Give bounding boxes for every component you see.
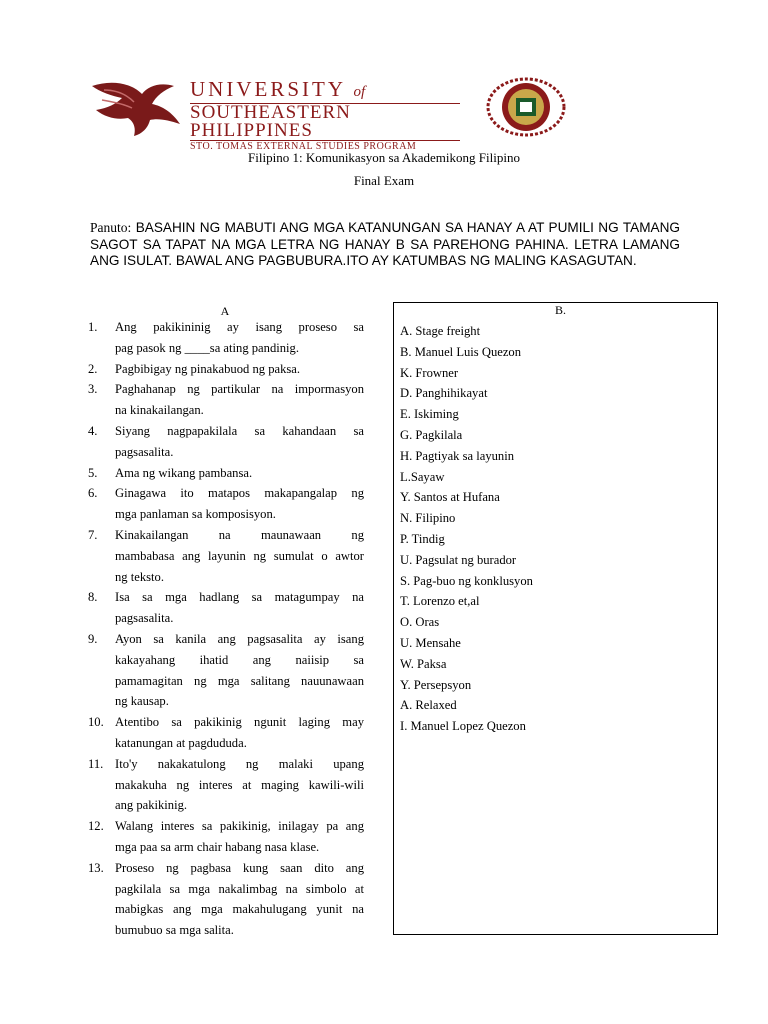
choice-item: W. Paksa bbox=[400, 656, 447, 671]
question-line: mga panlaman sa komposisyon. bbox=[115, 507, 276, 522]
question-item bbox=[88, 317, 364, 359]
question-item bbox=[88, 359, 364, 380]
question-line: ng teksto. bbox=[115, 569, 164, 584]
question-item bbox=[88, 816, 364, 858]
choice-item: L.Sayaw bbox=[400, 469, 445, 484]
choice-item: I. Manuel Lopez Quezon bbox=[400, 719, 526, 734]
question-line: Siyang nagpapakilala sa kahandaan sa bbox=[115, 423, 364, 438]
choice-item: S. Pag-buo ng konklusyon bbox=[400, 573, 533, 588]
question-line: ang pakikinig. bbox=[115, 798, 188, 813]
question-item bbox=[88, 754, 364, 816]
column-a-heading: A bbox=[220, 304, 230, 318]
logo-wordmark bbox=[190, 78, 460, 153]
column-b-heading-row bbox=[394, 303, 717, 318]
choice-item: P. Tindig bbox=[400, 531, 445, 546]
question-item bbox=[88, 483, 364, 525]
question-line: katanungan at pagdududa. bbox=[115, 735, 247, 750]
exam-title: Final Exam bbox=[353, 173, 415, 188]
question-line: Pagbibigay ng pinakabuod ng paksa. bbox=[115, 361, 301, 376]
question-item bbox=[88, 712, 364, 754]
question-line: pamamagitan ng mga salitang nauunawaan bbox=[115, 673, 364, 688]
question-line: pag pasok ng ____sa ating pandinig. bbox=[115, 340, 299, 355]
question-line: Paghahanap ng partikular na impormasyon bbox=[115, 382, 364, 397]
instructions bbox=[90, 220, 680, 270]
choice-item: N. Filipino bbox=[400, 511, 456, 526]
logo-line1-of: of bbox=[353, 84, 366, 100]
question-number: 6. bbox=[88, 486, 98, 501]
question-item bbox=[88, 463, 364, 484]
question-item bbox=[88, 858, 364, 941]
logo-line1: UNIVERSITY bbox=[190, 77, 346, 101]
instructions-text: BASAHIN NG MABUTI ANG MGA KATANUNGAN SA HANAY A AT PUMILI NG TAMANG SAGOT SA TAPAT NA MGA LETRA NG HANAY B SA PAREHONG PAHINA. LETRA LAMANG ANG ISULAT. BAWAL ANG PAGBUBURA.ITO AY KATUMBAS NG MALING KASAGUTAN. bbox=[90, 220, 680, 268]
question-line: pagsasalita. bbox=[115, 444, 174, 459]
question-number: 12. bbox=[88, 819, 104, 834]
university-logo bbox=[90, 76, 566, 152]
question-line: mabigkas ang mga makahulugang yunit na bbox=[115, 902, 364, 917]
question-number: 10. bbox=[88, 715, 104, 730]
question-line: Ginagawa ito matapos makapangalap ng bbox=[115, 486, 364, 501]
choice-item: E. Iskiming bbox=[400, 407, 459, 422]
course-title: Filipino 1: Komunikasyon sa Akademikong Filipino bbox=[248, 150, 520, 165]
choice-item: D. Panghihikayat bbox=[400, 386, 488, 401]
question-number: 7. bbox=[88, 527, 98, 542]
question-number: 2. bbox=[88, 361, 98, 376]
column-b-box bbox=[393, 302, 718, 935]
question-number: 13. bbox=[88, 860, 104, 875]
question-number: 5. bbox=[88, 465, 98, 480]
question-line: Ayon sa kanila ang pagsasalita ay isang bbox=[115, 631, 364, 646]
choice-item: T. Lorenzo et,al bbox=[400, 594, 480, 609]
question-line: mambabasa ang layunin ng sumulat o awtor bbox=[115, 548, 364, 563]
question-line: makakuha ng interes at maging kawili-wili bbox=[115, 777, 364, 792]
choice-item: H. Pagtiyak sa layunin bbox=[400, 448, 515, 463]
question-line: Atentibo sa pakikinig ngunit laging may bbox=[115, 715, 364, 730]
choice-item: A. Relaxed bbox=[400, 698, 457, 713]
choice-item: Y. Santos at Hufana bbox=[400, 490, 500, 505]
choice-item: A. Stage freight bbox=[400, 324, 481, 338]
question-item bbox=[88, 525, 364, 587]
question-number: 8. bbox=[88, 590, 98, 605]
question-item bbox=[88, 629, 364, 712]
question-number: 9. bbox=[88, 631, 98, 646]
question-line: Proseso ng pagbasa kung saan dito ang bbox=[115, 860, 364, 875]
column-a-questions bbox=[88, 317, 364, 941]
question-line: ng kausap. bbox=[115, 694, 169, 709]
choice-item: G. Pagkilala bbox=[400, 427, 463, 442]
question-line: Kinakailangan na maunawaan ng bbox=[115, 527, 364, 542]
question-line: Isa sa mga hadlang sa matagumpay na bbox=[115, 590, 364, 605]
question-line: Ang pakikininig ay isang proseso sa bbox=[115, 320, 364, 334]
question-line: na kinakailangan. bbox=[115, 403, 204, 418]
choice-item: U. Mensahe bbox=[400, 635, 461, 650]
choice-item: O. Oras bbox=[400, 615, 440, 630]
choice-item: B. Manuel Luis Quezon bbox=[400, 344, 522, 359]
question-item bbox=[88, 379, 364, 421]
university-seal-icon bbox=[486, 76, 566, 138]
question-item bbox=[88, 587, 364, 629]
choice-item: K. Frowner bbox=[400, 365, 459, 380]
question-line: pagsasalita. bbox=[115, 611, 174, 626]
question-line: Ito'y nakakatulong ng malaki upang bbox=[115, 756, 364, 771]
logo-line2: SOUTHEASTERN PHILIPPINES bbox=[190, 103, 460, 141]
logo-line3: STO. TOMAS EXTERNAL STUDIES PROGRAM bbox=[190, 141, 417, 152]
choice-item: Y. Persepsyon bbox=[400, 677, 472, 692]
choice-item: U. Pagsulat ng burador bbox=[400, 552, 517, 567]
question-line: pagkilala sa mga nakalimbag na simbolo at bbox=[115, 881, 364, 896]
eagle-icon bbox=[90, 76, 190, 138]
question-line: bumubuo sa mga salita. bbox=[115, 923, 234, 938]
question-number: 1. bbox=[88, 320, 98, 334]
question-number: 4. bbox=[88, 423, 98, 438]
question-number: 3. bbox=[88, 382, 98, 397]
instructions-label: Panuto: bbox=[90, 220, 132, 235]
question-item bbox=[88, 421, 364, 463]
question-line: Ama ng wikang pambansa. bbox=[115, 465, 253, 480]
column-b-heading: B. bbox=[554, 303, 566, 317]
question-line: mga paa sa arm chair habang nasa klase. bbox=[115, 839, 320, 854]
column-b-choices bbox=[400, 321, 533, 737]
question-number: 11. bbox=[88, 756, 104, 771]
question-line: Walang interes sa pakikinig, inilagay pa ang bbox=[115, 819, 364, 834]
question-line: kakayahang ihatid ang naiisip sa bbox=[115, 652, 364, 667]
